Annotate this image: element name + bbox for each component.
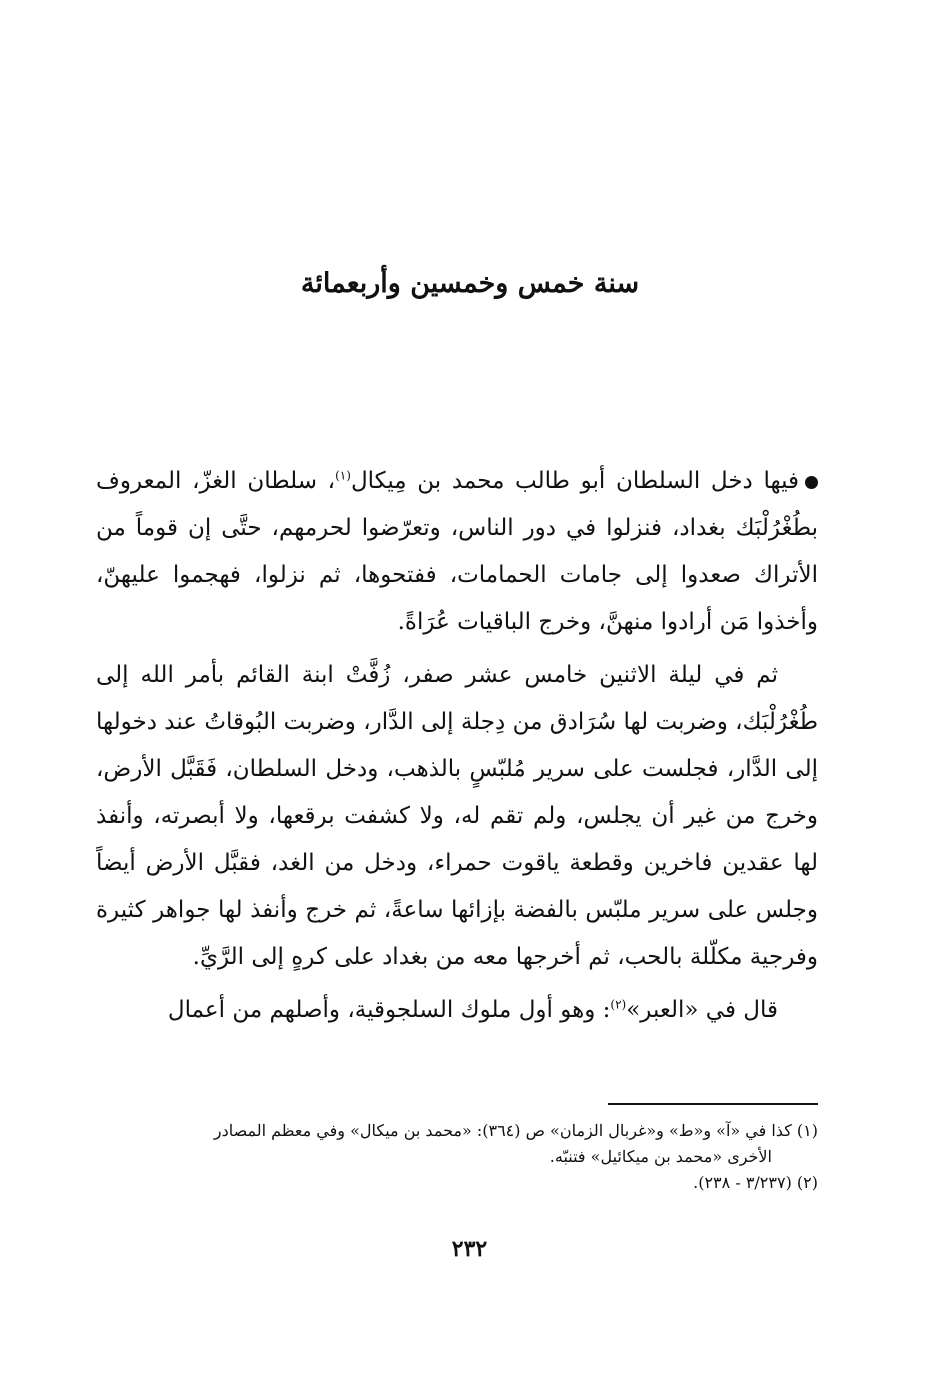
footnote-ref-2[interactable]: (٢) <box>610 997 627 1012</box>
footnote-divider <box>608 1103 818 1105</box>
footnote-ref-1[interactable]: (١) <box>335 468 351 483</box>
footnotes <box>96 1118 818 1196</box>
paragraph-2: ثم في ليلة الاثنين خامس عشر صفر، زُفَّتْ ابنة القائم بأمر الله إلى طُغْرُلْبَك، وضربت لها سُرَادق من دِجلة إلى الدَّار، وضربت البُوقاتُ عند دخولها إلى الدَّار، فجلست على سرير مُلبّسٍ بالذهب، ودخل السلطان، فَقَبَّل الأرض، وخرج من غير أن يجلس، ولم تقم له، ولا كشفت برقعها، ولا أبصرته، وأنفذ لها عقدين فاخرين وقطعة ياقوت حمراء، ودخل من الغد، فقبَّل الأرض أيضاً وجلس على سرير ملبّس بالفضة بإزائها ساعةً، ثم خرج وأنفذ لها جواهر كثيرة وفرجية مكلّلة بالحب، ثم أخرجها معه من بغداد على كرهٍ إلى الرَّيِّ. <box>96 662 818 970</box>
main-text <box>96 458 818 1040</box>
footnote-1-line-1: (١) كذا في «آ» و«ط» و«غربال الزمان» ص (٣٦٤): «محمد بن ميكال» وفي معظم المصادر <box>213 1121 818 1140</box>
footnote-1-line-2: الأخرى «محمد بن ميكائيل» فتنبّه. <box>549 1147 772 1166</box>
paragraph-3-text-a: قال في «العبر» <box>626 997 778 1023</box>
bullet-icon <box>805 476 818 489</box>
paragraph-1-text-a: فيها دخل السلطان أبو طالب محمد بن مِيكال <box>350 468 799 494</box>
footnote-2: (٢) (٣/٢٣٧ - ٢٣٨). <box>693 1173 818 1192</box>
paragraph-1 <box>96 458 818 646</box>
chapter-title: سنة خمس وخمسين وأربعمائة <box>300 268 640 299</box>
paragraph-3 <box>96 987 818 1034</box>
paragraph-3-text-b: : وهو أول ملوك السلجوقية، وأصلهم من أعمال <box>167 997 611 1023</box>
paragraph-1-text-b: ، سلطان الغزّ، المعروف بطُغْرُلْبَك بغداد، فنزلوا في دور الناس، وتعرّضوا لحرمهم، حتَّى إن قوماً من الأتراك صعدوا إلى جامات الحمامات، ففتحوها، ثم نزلوا، فهجموا عليهنّ، وأخذوا مَن أرادوا منهنَّ، وخرج الباقيات عُرَاةً. <box>96 468 818 635</box>
page-number: ٢٣٢ <box>451 1236 488 1262</box>
